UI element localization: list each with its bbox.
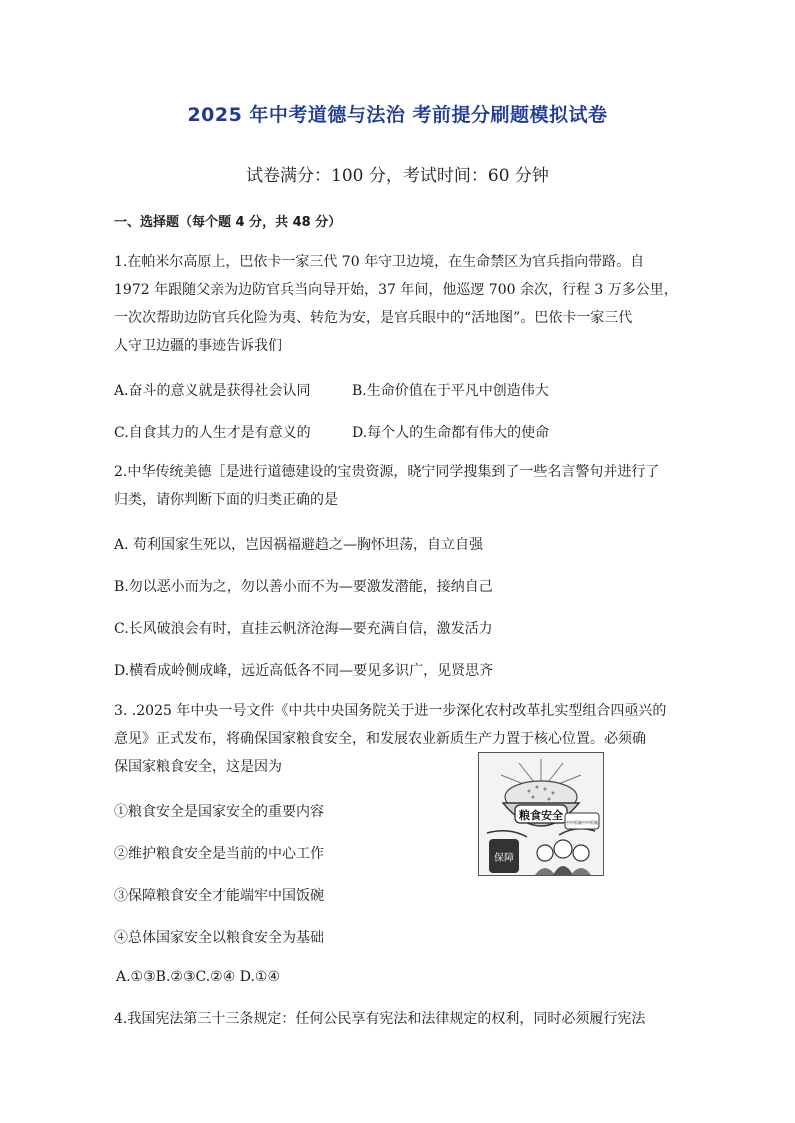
q3-statement-4: ④总体国家安全以粮食安全为基础 xyxy=(114,930,324,946)
section-heading: 一、选择题（每个题 4 分，共 48 分） xyxy=(114,215,342,230)
q3-statement-3: ③保障粮食安全才能端牢中国饭碗 xyxy=(114,888,324,904)
q2-option-a: A. 苟利国家生死以，岂因祸福避趋之—胸怀坦荡，自立自强 xyxy=(114,537,484,553)
question-4-line: 4.我国宪法第三十三条规定：任何公民享有宪法和法律规定的权利，同时必须履行宪法 xyxy=(114,1011,646,1027)
question-2-line: 归类，请你判断下面的归类正确的是 xyxy=(114,492,338,508)
grain-security-cartoon xyxy=(478,752,604,876)
question-3-line: 3. .2025 年中央一号文件《中共中央国务院关于进一步深化农村改革扎实型组合四亟兴的 xyxy=(114,703,667,719)
question-2 xyxy=(114,458,689,514)
q1-option-b: B.生命价值在于平凡中创造伟大 xyxy=(352,383,549,399)
q3-statement-1: ①粮食安全是国家安全的重要内容 xyxy=(114,804,324,820)
question-1-line: 1972 年跟随父亲为边防官兵当向导开始，37 年间，他巡逻 700 余次，行程 3 万多公里， xyxy=(114,282,678,298)
question-4 xyxy=(114,1005,689,1033)
cartoon-svg xyxy=(479,753,603,875)
q2-option-b: B.勿以恶小而为之，勿以善小而不为—要激发潜能，接纳自己 xyxy=(114,579,493,595)
q2-option-d: D.横看成岭侧成峰，远近高低各不同—要见多识广，见贤思齐 xyxy=(114,663,494,679)
q3-statement-2: ②维护粮食安全是当前的中心工作 xyxy=(114,846,324,862)
question-1-line: 一次次帮助边防官兵化险为夷、转危为安，是官兵眼中的“活地图”。巴依卡一家三代 xyxy=(114,310,633,326)
q2-option-c: C.长风破浪会有时，直挂云帆济沧海—要充满自信，激发活力 xyxy=(114,621,493,637)
bowl-label: 粮食安全 xyxy=(519,809,563,822)
q1-option-a: A.奋斗的意义就是获得社会认同 xyxy=(114,383,311,399)
question-3-line: 保国家粮食安全，这是因为 xyxy=(114,759,282,775)
question-1-line: 1.在帕米尔高原上，巴依卡一家三代 70 年守卫边境，在生命禁区为官兵指向带路。自 xyxy=(114,254,645,270)
page-title: 2025 年中考道德与法治 考前提分刷题模拟试卷 xyxy=(187,104,608,126)
q1-option-d: D.每个人的生命都有伟大的使命 xyxy=(352,425,550,441)
q1-option-c: C.自食其力的人生才是有意义的 xyxy=(114,425,311,441)
question-1 xyxy=(114,248,689,360)
question-1-line: 人守卫边疆的事迹告诉我们 xyxy=(114,338,282,354)
q3-options: A.①③B.②③C.②④ D.①④ xyxy=(116,969,280,985)
sign-label: 中中饭碗中中饭碗 xyxy=(566,820,598,825)
question-2-line: 2.中华传统美德［是进行道德建设的宝贵资源，晓宁同学搜集到了一些名言警句并进行了 xyxy=(114,464,660,480)
exam-info: 试卷满分：100 分，考试时间：60 分钟 xyxy=(246,166,549,186)
jar-label: 保障 xyxy=(494,853,514,864)
question-3-line: 意见》正式发布，将确保国家粮食安全，和发展农业新质生产力置于核心位置。必须确 xyxy=(114,731,646,747)
